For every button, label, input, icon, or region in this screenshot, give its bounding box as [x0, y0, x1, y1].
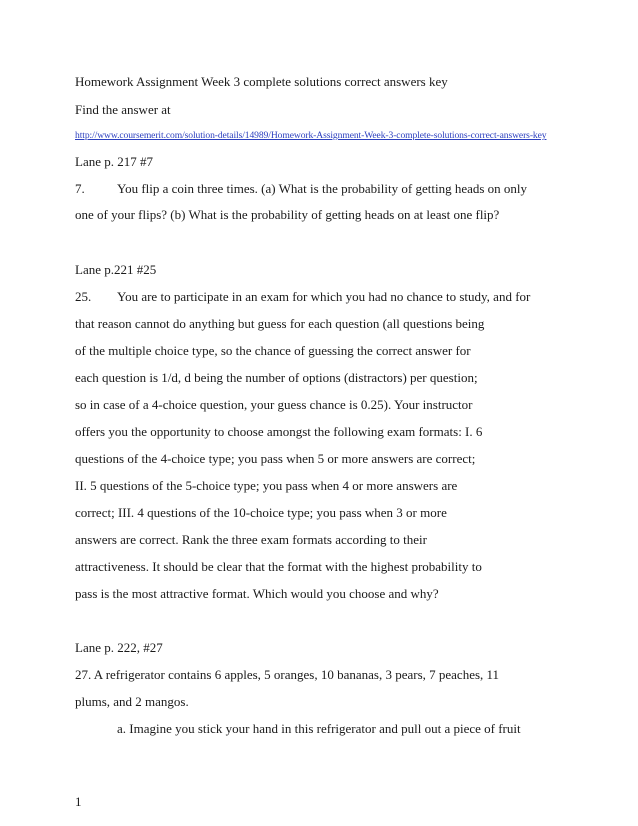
- question-25-number: 25.: [75, 289, 92, 304]
- question-25-line: answers are correct. Rank the three exam formats according to their: [75, 532, 427, 547]
- question-27-line2: plums, and 2 mangos.: [75, 694, 189, 709]
- solution-link[interactable]: http://www.coursemerit.com/solution-details/14989/Homework-Assignment-Week-3-complete-solutions-correct-answers-key: [75, 130, 547, 141]
- document-title: Homework Assignment Week 3 complete solutions correct answers key: [75, 74, 448, 89]
- section1-heading: Lane p. 217 #7: [75, 154, 153, 169]
- question-7-line1: [75, 181, 527, 197]
- question-27-sub-a: a. Imagine you stick your hand in this refrigerator and pull out a piece of fruit: [117, 721, 521, 736]
- question-25-line1: [75, 289, 530, 305]
- question-25-line: attractiveness. It should be clear that the format with the highest probability to: [75, 559, 482, 574]
- question-25-line: questions of the 4-choice type; you pass when 5 or more answers are correct;: [75, 451, 476, 466]
- question-25-line: of the multiple choice type, so the chance of guessing the correct answer for: [75, 343, 471, 358]
- question-25-line: II. 5 questions of the 5-choice type; you pass when 4 or more answers are: [75, 478, 458, 493]
- question-7-text-1: You flip a coin three times. (a) What is the probability of getting heads on only: [117, 181, 528, 196]
- section2-heading: Lane p.221 #25: [75, 262, 157, 277]
- question-7-line2: one of your flips? (b) What is the probability of getting heads on at least one flip?: [75, 207, 500, 222]
- section3-heading: Lane p. 222, #27: [75, 640, 163, 655]
- question-25-line: that reason cannot do anything but guess for each question (all questions being: [75, 316, 485, 331]
- question-25-line: so in case of a 4-choice question, your guess chance is 0.25). Your instructor: [75, 397, 473, 412]
- question-7-number: 7.: [75, 181, 85, 196]
- question-25-line: correct; III. 4 questions of the 10-choice type; you pass when 3 or more: [75, 505, 447, 520]
- question-25-text-1: You are to participate in an exam for which you had no chance to study, and for: [117, 289, 531, 304]
- page-number: 1: [75, 794, 82, 809]
- question-25-line: each question is 1/d, d being the number of options (distractors) per question;: [75, 370, 478, 385]
- question-25-line: offers you the opportunity to choose amongst the following exam formats: I. 6: [75, 424, 483, 439]
- question-25-line: pass is the most attractive format. Which would you choose and why?: [75, 586, 439, 601]
- question-27-line1: 27. A refrigerator contains 6 apples, 5 oranges, 10 bananas, 3 pears, 7 peaches, 11: [75, 667, 500, 682]
- find-answer-text: Find the answer at: [75, 102, 171, 117]
